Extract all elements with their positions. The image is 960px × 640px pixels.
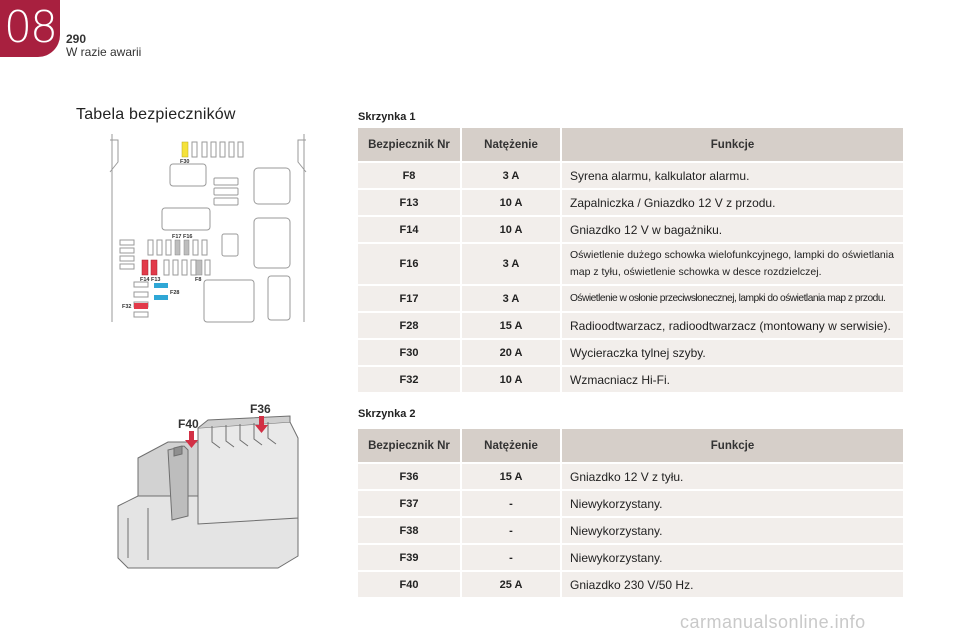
fuse-func: Gniazdko 230 V/50 Hz. <box>560 572 903 597</box>
section-name: W razie awarii <box>66 45 142 59</box>
table-row <box>358 190 903 215</box>
label-f28: F28 <box>170 290 180 296</box>
fuse-func: Niewykorzystany. <box>560 518 903 543</box>
label-f40: F40 <box>178 417 199 431</box>
col-func: Funkcje <box>560 128 903 161</box>
fuse-func: Oświetlenie dużego schowka wielofunkcyjnego, lampki do oświetlania map z tyłu, oświetlenie schowka w desce rozdzielczej. <box>560 244 903 284</box>
table-row <box>358 313 903 338</box>
fuse-nr: F28 <box>358 313 460 338</box>
box1-heading: Skrzynka 1 <box>358 111 416 123</box>
fusebox-2-diagram <box>108 398 304 576</box>
fuse-f17 <box>175 240 180 255</box>
fuse-func: Zapalniczka / Gniazdko 12 V z przodu. <box>560 190 903 215</box>
fuse-func: Niewykorzystany. <box>560 491 903 516</box>
fuse-nr: F14 <box>358 217 460 242</box>
fuse-func: Oświetlenie w osłonie przeciwsłonecznej, lampki do oświetlania map z przodu. <box>560 286 903 311</box>
table-row <box>358 572 903 597</box>
fuse-nr: F36 <box>358 464 460 489</box>
fusebox-1-diagram <box>108 132 308 324</box>
table-row <box>358 286 903 311</box>
fuse-func: Wycieraczka tylnej szyby. <box>560 340 903 365</box>
box2-heading: Skrzynka 2 <box>358 408 416 420</box>
fuse-f28-a <box>154 283 168 288</box>
col-nr: Bezpiecznik Nr <box>358 128 460 161</box>
label-f8: F8 <box>195 277 202 283</box>
label-f32: F32 <box>122 304 132 310</box>
fuse-table-1 <box>358 126 903 394</box>
fuse-f30 <box>182 142 188 157</box>
table-row <box>358 491 903 516</box>
fuse-nr: F16 <box>358 244 460 284</box>
fuse-f14 <box>142 260 148 275</box>
label-f17-f16: F17 F16 <box>172 234 193 240</box>
col-amp: Natężenie <box>460 429 560 462</box>
label-f30: F30 <box>180 159 190 165</box>
col-nr: Bezpiecznik Nr <box>358 429 460 462</box>
fuse-func: Wzmacniacz Hi-Fi. <box>560 367 903 392</box>
fuse-f13 <box>151 260 157 275</box>
chapter-tab <box>0 0 60 57</box>
fuse-func: Radioodtwarzacz, radioodtwarzacz (montowany w serwisie). <box>560 313 903 338</box>
fuse-func: Gniazdko 12 V z tyłu. <box>560 464 903 489</box>
fuse-amp: 10 A <box>460 367 560 392</box>
label-f36: F36 <box>250 402 271 416</box>
fuse-amp: 3 A <box>460 163 560 188</box>
col-func: Funkcje <box>560 429 903 462</box>
fuse-nr: F38 <box>358 518 460 543</box>
table-row <box>358 367 903 392</box>
fuse-amp: 15 A <box>460 313 560 338</box>
fuse-amp: 10 A <box>460 217 560 242</box>
fuse-nr: F32 <box>358 367 460 392</box>
table-header-row <box>358 429 903 462</box>
table-header-row <box>358 128 903 161</box>
fuse-table-2 <box>358 427 903 599</box>
fuse-nr: F37 <box>358 491 460 516</box>
fuse-amp: 25 A <box>460 572 560 597</box>
fuse-nr: F17 <box>358 286 460 311</box>
table-row <box>358 545 903 570</box>
fuse-f16 <box>184 240 189 255</box>
fuse-nr: F30 <box>358 340 460 365</box>
table-row <box>358 244 903 284</box>
fuse-func: Gniazdko 12 V w bagażniku. <box>560 217 903 242</box>
watermark: carmanualsonline.info <box>680 612 866 632</box>
col-amp: Natężenie <box>460 128 560 161</box>
fuse-amp: 15 A <box>460 464 560 489</box>
fuse-nr: F39 <box>358 545 460 570</box>
fuse-f28-b <box>154 295 168 300</box>
arrow-f40-stem <box>189 431 194 441</box>
fuse-func: Syrena alarmu, kalkulator alarmu. <box>560 163 903 188</box>
fuse-amp: 3 A <box>460 286 560 311</box>
page-title: Tabela bezpieczników <box>76 106 236 123</box>
fuse-amp: 3 A <box>460 244 560 284</box>
fuse-amp: - <box>460 518 560 543</box>
fuse-f32 <box>134 303 148 309</box>
table-row <box>358 163 903 188</box>
table-row <box>358 217 903 242</box>
page-number: 290 <box>66 32 87 46</box>
arrow-f36-stem <box>259 416 264 426</box>
fuse-amp: - <box>460 491 560 516</box>
fuse-nr: F13 <box>358 190 460 215</box>
fuse-amp: 20 A <box>460 340 560 365</box>
fuse-f8 <box>196 260 202 275</box>
label-f14-f13: F14 F13 <box>140 277 161 283</box>
table-row <box>358 464 903 489</box>
fuse-func: Niewykorzystany. <box>560 545 903 570</box>
table-row <box>358 518 903 543</box>
chapter-number: 08 <box>4 2 56 53</box>
fuse-amp: 10 A <box>460 190 560 215</box>
fuse-nr: F40 <box>358 572 460 597</box>
fuse-nr: F8 <box>358 163 460 188</box>
table-row <box>358 340 903 365</box>
fuse-amp: - <box>460 545 560 570</box>
